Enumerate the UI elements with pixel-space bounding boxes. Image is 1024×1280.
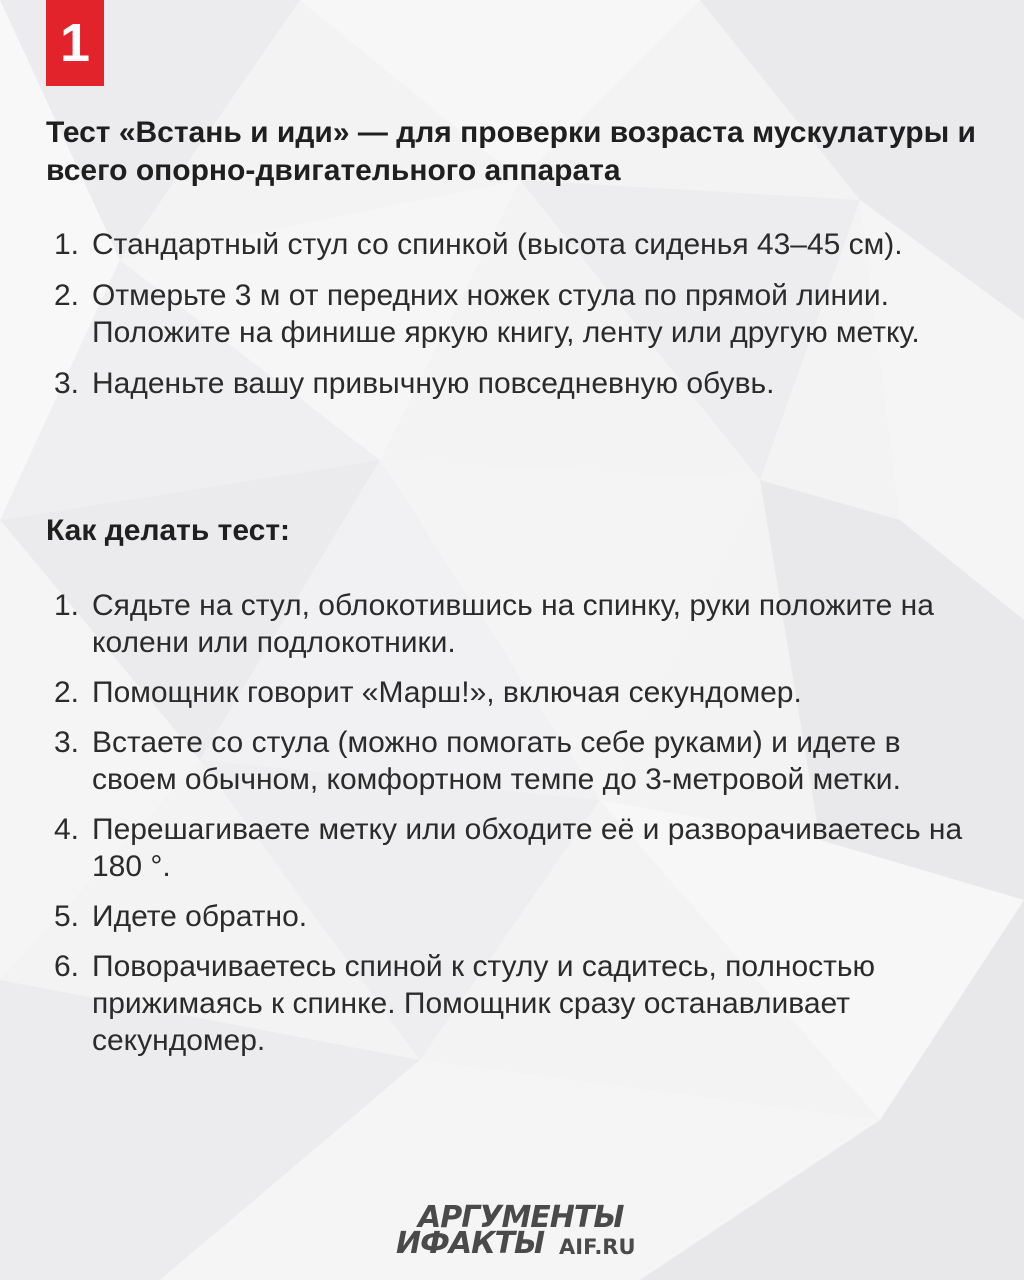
preparation-list	[46, 226, 986, 416]
list-item-number: 1.	[54, 228, 80, 261]
list-item	[46, 724, 986, 798]
logo-site: AIF.RU	[559, 1235, 636, 1259]
list-item-number: 3.	[54, 726, 80, 759]
list-item-number: 5.	[54, 900, 80, 933]
aif-logo	[396, 1202, 656, 1264]
logo-line-2: ИФАКТЫ	[396, 1226, 545, 1261]
list-item-number: 6.	[54, 950, 80, 983]
list-item	[46, 365, 986, 402]
list-item	[46, 811, 986, 885]
list-item	[46, 277, 986, 351]
list-item-number: 2.	[54, 676, 80, 709]
logo-line-1: АРГУМЕНТЫ	[418, 1200, 624, 1235]
list-item-text: Перешагиваете метку или обходите её и разворачиваетесь на 180 °.	[92, 813, 963, 883]
list-item-text: Встаете со стула (можно помогать себе руками) и идете в своем обычном, комфортном темпе до 3-метровой метки.	[92, 726, 901, 796]
slide-number: 1	[59, 13, 91, 73]
list-item-text: Сядьте на стул, облокотившись на спинку, руки положите на колени или подлокотники.	[92, 589, 934, 659]
list-item-number: 3.	[54, 367, 80, 400]
list-item	[46, 898, 986, 935]
list-item-text: Наденьте вашу привычную повседневную обувь.	[92, 367, 775, 400]
page-title: Тест «Встань и иди» — для проверки возраста мускулатуры и всего опорно-двигательного аппарата	[46, 116, 976, 187]
list-item-number: 2.	[54, 279, 80, 312]
list-item-text: Стандартный стул со спинкой (высота сиденья 43–45 см).	[92, 228, 903, 261]
list-item	[46, 948, 986, 1059]
list-item-text: Идете обратно.	[92, 900, 308, 933]
list-item	[46, 674, 986, 711]
list-item-number: 1.	[54, 589, 80, 622]
list-item-text: Отмерьте 3 м от передних ножек стула по прямой линии. Положите на финише яркую книгу, ленту или другую метку.	[92, 279, 920, 349]
how-to-list	[46, 587, 986, 1072]
how-to-heading: Как делать тест:	[46, 514, 290, 547]
slide-number-badge	[46, 0, 104, 86]
list-item	[46, 587, 986, 661]
list-item-text: Поворачиваетесь спиной к стулу и садитесь, полностью прижимаясь к спинке. Помощник сразу останавливает секундомер.	[92, 950, 876, 1057]
list-item-number: 4.	[54, 813, 80, 846]
list-item	[46, 226, 986, 263]
list-item-text: Помощник говорит «Марш!», включая секундомер.	[92, 676, 802, 709]
